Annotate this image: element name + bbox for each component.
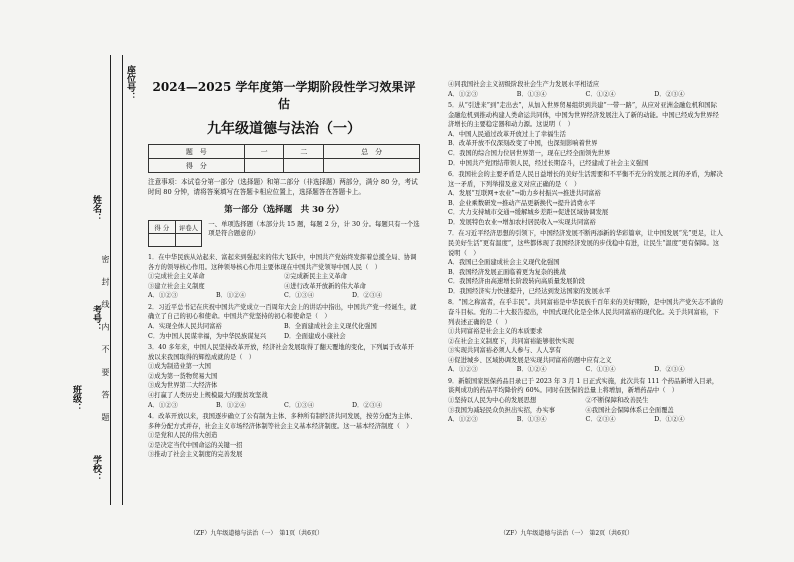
question bbox=[448, 298, 723, 375]
right-column bbox=[448, 78, 723, 425]
score-cell: 题 号 bbox=[149, 145, 245, 159]
choice: A．①②③ bbox=[448, 366, 478, 374]
choice: B．①③④ bbox=[516, 416, 547, 424]
choice: D．②③④ bbox=[352, 401, 383, 409]
option: ②在社会主义制度下，共同富裕能够很快实现 bbox=[448, 337, 574, 345]
score-cell: 总 分 bbox=[324, 145, 420, 159]
question-stem: 1．在中华民族从站起来、富起来到强起来的伟大飞跃中，中国共产党始终发挥着总揽全局、协调各方的领导核心作用。这种领导核心作用主要体现在中国共产党领导中国人民（ ） bbox=[148, 254, 417, 271]
choice: D．②③④ bbox=[654, 366, 685, 374]
option: ④打赢了人类历史上规模最大的脱贫攻坚战 bbox=[148, 391, 268, 399]
question bbox=[448, 377, 723, 425]
option: ①共同富裕是社会主义的本质要求 bbox=[448, 328, 543, 336]
question bbox=[448, 80, 723, 99]
question-stem: 2．习近平总书记在庆祝中国共产党成立一百周年大会上的讲话中指出，中国共产党一经诞生，就确立了自己的初心和使命。中国共产党坚持的初心和使命是（ ） bbox=[148, 303, 417, 321]
school-label: 学校： bbox=[91, 455, 101, 482]
option: B．全面建成社会主义现代化强国 bbox=[284, 323, 377, 331]
option: B．企业乘数研发→推动产品更新换代→提升消费水平 bbox=[448, 199, 596, 207]
eval-cell bbox=[175, 234, 202, 247]
page-footer-left: （ZF）九年级道德与法治（一） 第1页（共6页） bbox=[190, 530, 323, 537]
question-stem: 9．新版国家医保药品目录已于 2023 年 3 月 1 日正式实施，此次共有 111 个药品新增入目录，谈判成功的药品平均降价约 60%。同时在医保的总量上将增加，新增药品中（ ） bbox=[448, 377, 719, 395]
exam-subtitle: 九年级道德与法治（一） bbox=[207, 121, 361, 137]
option: D．我国经济实力快速提升，已经达到发达国家的发展水平 bbox=[448, 287, 611, 295]
question-options bbox=[148, 322, 420, 341]
choice: C．①③④ bbox=[284, 401, 315, 409]
option: C．大力支持城市交通→缓解城乡差距→促进区域协调发展 bbox=[448, 209, 609, 217]
section-instructions: 一、单项选择题（本部分共 15 题，每题 2 分，计 30 分。每题只有一个选项是符合题意的） bbox=[208, 220, 420, 238]
option: ④进行改革开放新的伟大革命 bbox=[284, 282, 366, 290]
option: ①是党和人民的伟大创造 bbox=[148, 432, 218, 440]
question bbox=[448, 101, 723, 168]
question-stem: 8．“国之称富者，在乎丰民”。共同富裕是中华民族千百年来的美好期盼，是中国共产党矢志不渝的奋斗目标。党的二十大报告提出，中国式现代化是全体人民共同富裕的现代化。关于共同富裕，下列表述正确的是（ ） bbox=[448, 299, 723, 326]
option: ②完成新民主主义革命 bbox=[284, 273, 347, 281]
question-stem: 4．改革开放以来，我国逐步确立了公有制为主体、多种所有制经济共同发展，按劳分配为主体、多种分配方式并存，社会主义市场经济体制等社会主义基本经济制度。这一基本经济制度（ ） bbox=[148, 413, 417, 430]
choice: C．①③④ bbox=[284, 292, 315, 300]
choice: B．①③④ bbox=[516, 90, 547, 98]
left-column bbox=[148, 78, 420, 460]
question-choices bbox=[448, 415, 723, 425]
question-choices bbox=[148, 401, 420, 411]
question-choices bbox=[148, 291, 420, 301]
binding-line bbox=[122, 55, 123, 505]
eval-cell: 评卷人 bbox=[175, 221, 202, 234]
page-footer-right: （ZF）九年级道德与法治（一） 第2页（共6页） bbox=[500, 530, 633, 537]
question-choices bbox=[448, 90, 723, 100]
option: C．我国的综合国力位居世界第一，现在已经全面领先世界 bbox=[448, 149, 611, 157]
option: ③推动了社会主义制度的完善发展 bbox=[148, 451, 243, 459]
question bbox=[148, 303, 420, 341]
option: D．中国共产党团结带领人民，经过长期奋斗，已经建成了社会主义强国 bbox=[448, 159, 649, 167]
eval-table bbox=[148, 220, 202, 247]
score-cell: 二 bbox=[284, 145, 324, 159]
question bbox=[148, 253, 420, 301]
choice: D．②③④ bbox=[352, 292, 383, 300]
choice: A．①②③ bbox=[148, 292, 178, 300]
question-stem: 7．在习近平经济思想的引领下，中国经济发展不断再添新的华彩篇章，让中国发展“光”更足，让人民美好生活“更有温度”，这些都体现了我国经济发展的步伐稳中有进，让民生“温度”更有保障。这说明（ ） bbox=[448, 230, 723, 257]
score-cell: 一 bbox=[244, 145, 284, 159]
option: D．发展特色农业→增加农村居民收入→实现共同富裕 bbox=[448, 218, 596, 226]
choice: D．②③④ bbox=[654, 90, 685, 98]
exam-no-label: 考号： bbox=[91, 305, 101, 332]
question-options bbox=[448, 396, 723, 415]
choice: A．①②③ bbox=[448, 416, 478, 424]
question-stem: ④同我国社会主义初级阶段社会生产力发展水平相适应 bbox=[448, 81, 600, 88]
seat-label: 座位号： bbox=[125, 65, 135, 101]
question-stem: 3．40 多年来，中国人民坚持改革开放，经济社会发展取得了翻天覆地的变化，下列属于改革开放以来我国取得的辉煌成就的是（ ） bbox=[148, 344, 414, 361]
question-stem: 5．从“引进来”到“走出去”，从加入世界贸易组织到共建“一带一路”，从应对亚洲金融危机和国际金融危机到推动构建人类命运共同体，中国为世界经济发展注入了新的动能。中国已经成为世界经济增长的主要稳定器和动力源。这说明（ ） bbox=[448, 102, 719, 129]
option: ④促进城乡、区域协调发展是实现共同富裕的题中应有之义 bbox=[448, 356, 612, 364]
choice: C．②③④ bbox=[585, 416, 616, 424]
option: ③成为世界第二大经济体 bbox=[148, 382, 218, 390]
question bbox=[448, 229, 723, 296]
option: C．为中国人民谋幸福，为中华民族谋复兴 bbox=[148, 332, 267, 340]
question bbox=[448, 170, 723, 227]
option: D．全面建成小康社会 bbox=[284, 332, 346, 340]
option: B．改革开放不仅深刻改变了中国，也深刻影响着世界 bbox=[448, 140, 598, 148]
option: ③建立社会主义制度 bbox=[148, 282, 205, 290]
option: ②不断保障和改善民生 bbox=[585, 397, 649, 404]
score-cell bbox=[324, 159, 420, 173]
score-cell: 得 分 bbox=[149, 159, 245, 173]
option: ①完成社会主义革命 bbox=[148, 273, 205, 281]
binding-strip bbox=[70, 55, 135, 505]
option: A．中国人民通过改革开放过上了幸福生活 bbox=[448, 130, 566, 138]
question bbox=[148, 412, 420, 460]
seal-line-text: 密 封 线 内 不 要 答 题 bbox=[101, 255, 110, 427]
class-label: 班级： bbox=[71, 385, 81, 412]
exam-note: 注意事项：本试卷分第一部分（选择题）和第二部分（非选择题）两部分，满分 80 分，考试时间 80 分钟，请将答案填写在答题卡相应位置上，选择题答在答题卡上。 bbox=[148, 178, 418, 196]
question-stem: 6．我国社会的主要矛盾是人民日益增长的美好生活需要和不平衡不充分的发展之间的矛盾，为解决这一矛盾，下列举措及意义对应正确的是（ ） bbox=[448, 171, 723, 188]
part-one-heading: 第一部分（选择题 共 30 分） bbox=[224, 205, 344, 216]
question-choices bbox=[448, 365, 723, 375]
choice: B．①②④ bbox=[516, 366, 547, 374]
choice: C．①②④ bbox=[585, 90, 616, 98]
option: A．我国已全面建成社会主义现代化强国 bbox=[448, 259, 560, 267]
choice: B．①②④ bbox=[216, 292, 246, 300]
eval-cell bbox=[149, 234, 176, 247]
option: ①坚持以人民为中心的发展思想 bbox=[448, 397, 537, 404]
eval-cell: 得 分 bbox=[149, 221, 176, 234]
option: ②是决定当代中国命运的关键一招 bbox=[148, 441, 243, 449]
option: ③我国为减轻民众负担出实招，办实事 bbox=[448, 406, 556, 414]
option: C．我国经济由高速增长阶段转向高质量发展阶段 bbox=[448, 278, 586, 286]
score-cell bbox=[244, 159, 284, 173]
option: ③实现共同富裕必须人人参与、人人享有 bbox=[448, 347, 562, 355]
option: A．发展“互联网+农业”→助力乡村振兴→推进共同富裕 bbox=[448, 190, 601, 198]
choice: A．①②③ bbox=[448, 90, 478, 98]
option: ②成为第一货物贸易大国 bbox=[148, 372, 218, 380]
option: B．我国经济发展正面临着更为复杂的挑战 bbox=[448, 268, 566, 276]
choice: D．①②④ bbox=[654, 416, 685, 424]
left-questions bbox=[148, 253, 420, 460]
option: ①成为制造业第一大国 bbox=[148, 363, 211, 371]
choice: C．①③④ bbox=[585, 366, 616, 374]
option: A．实现全体人民共同富裕 bbox=[148, 323, 222, 331]
exam-title: 2024—2025 学年度第一学期阶段性学习效果评估 bbox=[152, 80, 416, 111]
question bbox=[148, 343, 420, 410]
choice: A．①②③ bbox=[148, 401, 178, 409]
section-header bbox=[148, 220, 420, 247]
score-table bbox=[148, 144, 420, 173]
question-options bbox=[148, 272, 420, 291]
score-cell bbox=[284, 159, 324, 173]
right-questions bbox=[448, 80, 723, 425]
choice: B．①②④ bbox=[216, 401, 246, 409]
option: ④我国社会保障体系已全面覆盖 bbox=[585, 406, 674, 414]
name-label: 姓名： bbox=[91, 195, 101, 222]
